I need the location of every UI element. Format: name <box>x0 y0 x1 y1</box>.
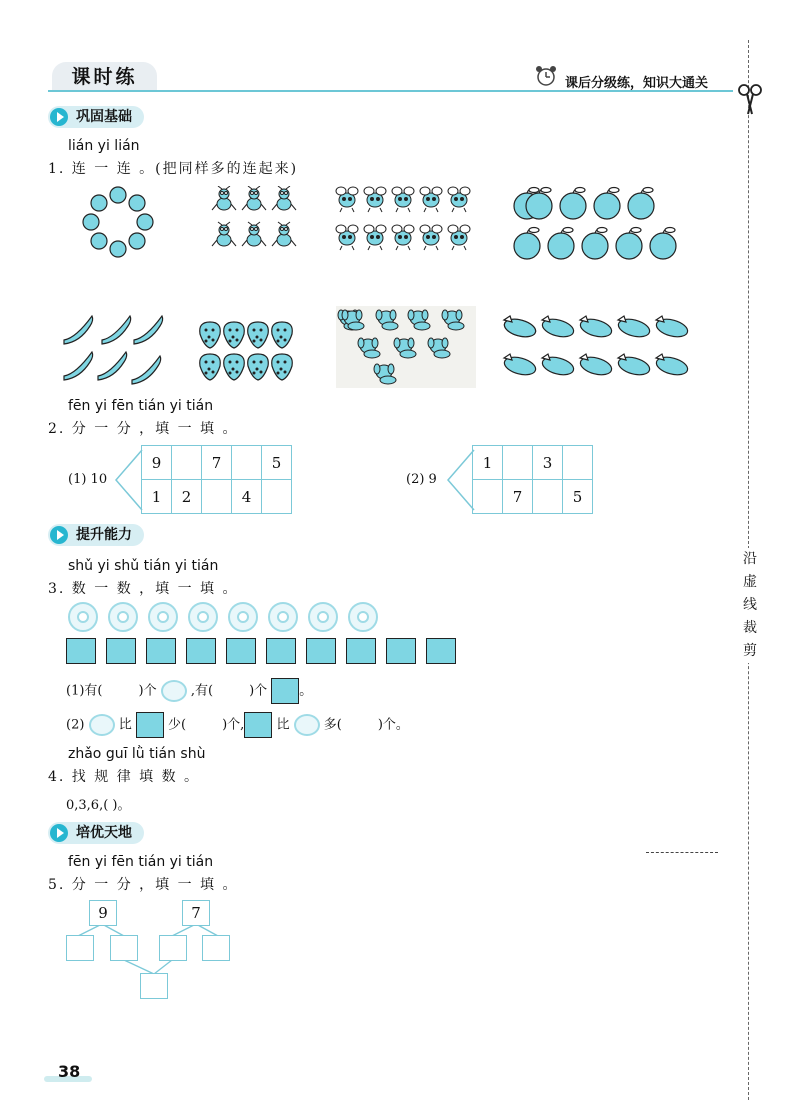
section-title: 巩固基础 <box>76 109 132 125</box>
section-tag-basics <box>48 106 144 128</box>
circle-item <box>188 602 218 632</box>
cell: 7 <box>202 446 232 480</box>
q1-pinyin: lián yi lián <box>68 138 140 154</box>
divider-mark <box>646 852 718 853</box>
bees-picture[interactable] <box>334 184 476 260</box>
cut-label-char: 虚 <box>743 574 757 590</box>
play-icon <box>50 824 68 842</box>
text: 多( <box>323 717 342 733</box>
text: )个。 <box>377 717 409 733</box>
circle-icon <box>89 714 115 736</box>
square-item <box>66 638 96 664</box>
circle-icon <box>294 714 320 736</box>
text: (2) <box>66 717 85 733</box>
cell-input[interactable] <box>262 480 292 514</box>
alarm-clock-icon <box>533 64 559 88</box>
text: 比 <box>276 717 290 733</box>
square-item <box>186 638 216 664</box>
tree-answer-box[interactable] <box>110 935 138 961</box>
cell: 1 <box>142 480 172 514</box>
play-icon <box>50 526 68 544</box>
circle-item <box>348 602 378 632</box>
q3-line2 <box>66 712 409 739</box>
cell-input[interactable] <box>232 446 262 480</box>
square-item <box>226 638 256 664</box>
q3-line1 <box>66 678 312 705</box>
circle-item <box>68 602 98 632</box>
section-title: 培优天地 <box>76 825 132 841</box>
square-item <box>386 638 416 664</box>
ants-picture[interactable] <box>210 186 310 260</box>
tree-answer-box[interactable] <box>159 935 187 961</box>
circle-item <box>148 602 178 632</box>
cell-input[interactable] <box>563 446 593 480</box>
text: 比 <box>118 717 132 733</box>
cut-label <box>741 548 759 663</box>
cell: 5 <box>262 446 292 480</box>
scissors-icon <box>738 80 762 116</box>
circle-item <box>268 602 298 632</box>
cell-input[interactable] <box>172 446 202 480</box>
text: )个 <box>138 683 157 699</box>
square-icon <box>244 712 272 738</box>
q2-part2-table <box>472 445 593 514</box>
square-item <box>266 638 296 664</box>
square-item <box>346 638 376 664</box>
q2-part1-table <box>141 445 292 514</box>
cell-input[interactable] <box>473 480 503 514</box>
square-item <box>306 638 336 664</box>
square-item <box>426 638 456 664</box>
text: )个, <box>222 717 245 733</box>
cell-input[interactable] <box>533 480 563 514</box>
text: )个 <box>249 683 268 699</box>
cut-label-char: 剪 <box>743 643 757 659</box>
q1-text: 1. 连 一 连 。(把同样多的连起来) <box>48 161 299 177</box>
bananas-picture[interactable] <box>62 312 172 390</box>
lesson-title: 课时练 <box>52 62 157 92</box>
q2-part1-label: (1) 10 <box>68 472 108 487</box>
strawberries-picture[interactable] <box>198 318 298 384</box>
text: ,有( <box>190 683 214 699</box>
cell: 1 <box>473 446 503 480</box>
cell: 4 <box>232 480 262 514</box>
cell-input[interactable] <box>202 480 232 514</box>
section-title: 提升能力 <box>76 527 132 543</box>
text: 少( <box>168 717 187 733</box>
tree-answer-box[interactable] <box>66 935 94 961</box>
section-tag-improve <box>48 524 144 546</box>
cut-label-char: 裁 <box>743 620 757 636</box>
cell: 5 <box>563 480 593 514</box>
q5-text: 5. 分 一 分 ，填 一 填 。 <box>48 877 239 893</box>
q3-text: 3. 数 一 数 ，填 一 填 。 <box>48 581 239 597</box>
eggplants-picture[interactable] <box>500 310 696 384</box>
square-icon <box>136 712 164 738</box>
tree-answer-box[interactable] <box>202 935 230 961</box>
header-subtitle: 课后分级练，知识大通关 <box>565 76 709 91</box>
q2-text: 2. 分 一 分 ，填 一 填 。 <box>48 421 239 437</box>
cut-label-char: 线 <box>743 597 757 613</box>
cell: 2 <box>172 480 202 514</box>
circle-item <box>308 602 338 632</box>
square-icon <box>271 678 299 704</box>
square-item <box>146 638 176 664</box>
cell: 3 <box>533 446 563 480</box>
play-icon <box>50 108 68 126</box>
apples-picture[interactable] <box>512 184 684 260</box>
q4-pinyin: zhǎo guī lǜ tián shù <box>68 746 206 762</box>
cut-label-char: 沿 <box>743 551 757 567</box>
tree-answer-box[interactable] <box>140 973 168 999</box>
cell-input[interactable] <box>503 446 533 480</box>
section-tag-advanced <box>48 822 144 844</box>
split-bracket <box>114 448 144 512</box>
circle-item <box>228 602 258 632</box>
q4-sequence[interactable]: 0,3,6,( )。 <box>66 798 131 813</box>
puppies-picture[interactable] <box>336 306 476 388</box>
page-number: 38 <box>58 1062 81 1081</box>
q4-text: 4. 找 规 律 填 数 。 <box>48 769 201 785</box>
q2-pinyin: fēn yi fēn tián yi tián <box>68 398 214 414</box>
tree-top-box: 7 <box>182 900 210 926</box>
cell: 9 <box>142 446 172 480</box>
q3-pinyin: shǔ yi shǔ tián yi tián <box>68 558 219 574</box>
text: 。 <box>299 683 313 699</box>
cell: 7 <box>503 480 533 514</box>
q5-pinyin: fēn yi fēn tián yi tián <box>68 854 214 870</box>
bead-ring-picture[interactable] <box>82 186 154 258</box>
square-item <box>106 638 136 664</box>
text: (1)有( <box>66 683 103 699</box>
q2-part2-label: (2) 9 <box>406 472 437 487</box>
circle-item <box>108 602 138 632</box>
tree-top-box: 9 <box>89 900 117 926</box>
circle-icon <box>161 680 187 702</box>
